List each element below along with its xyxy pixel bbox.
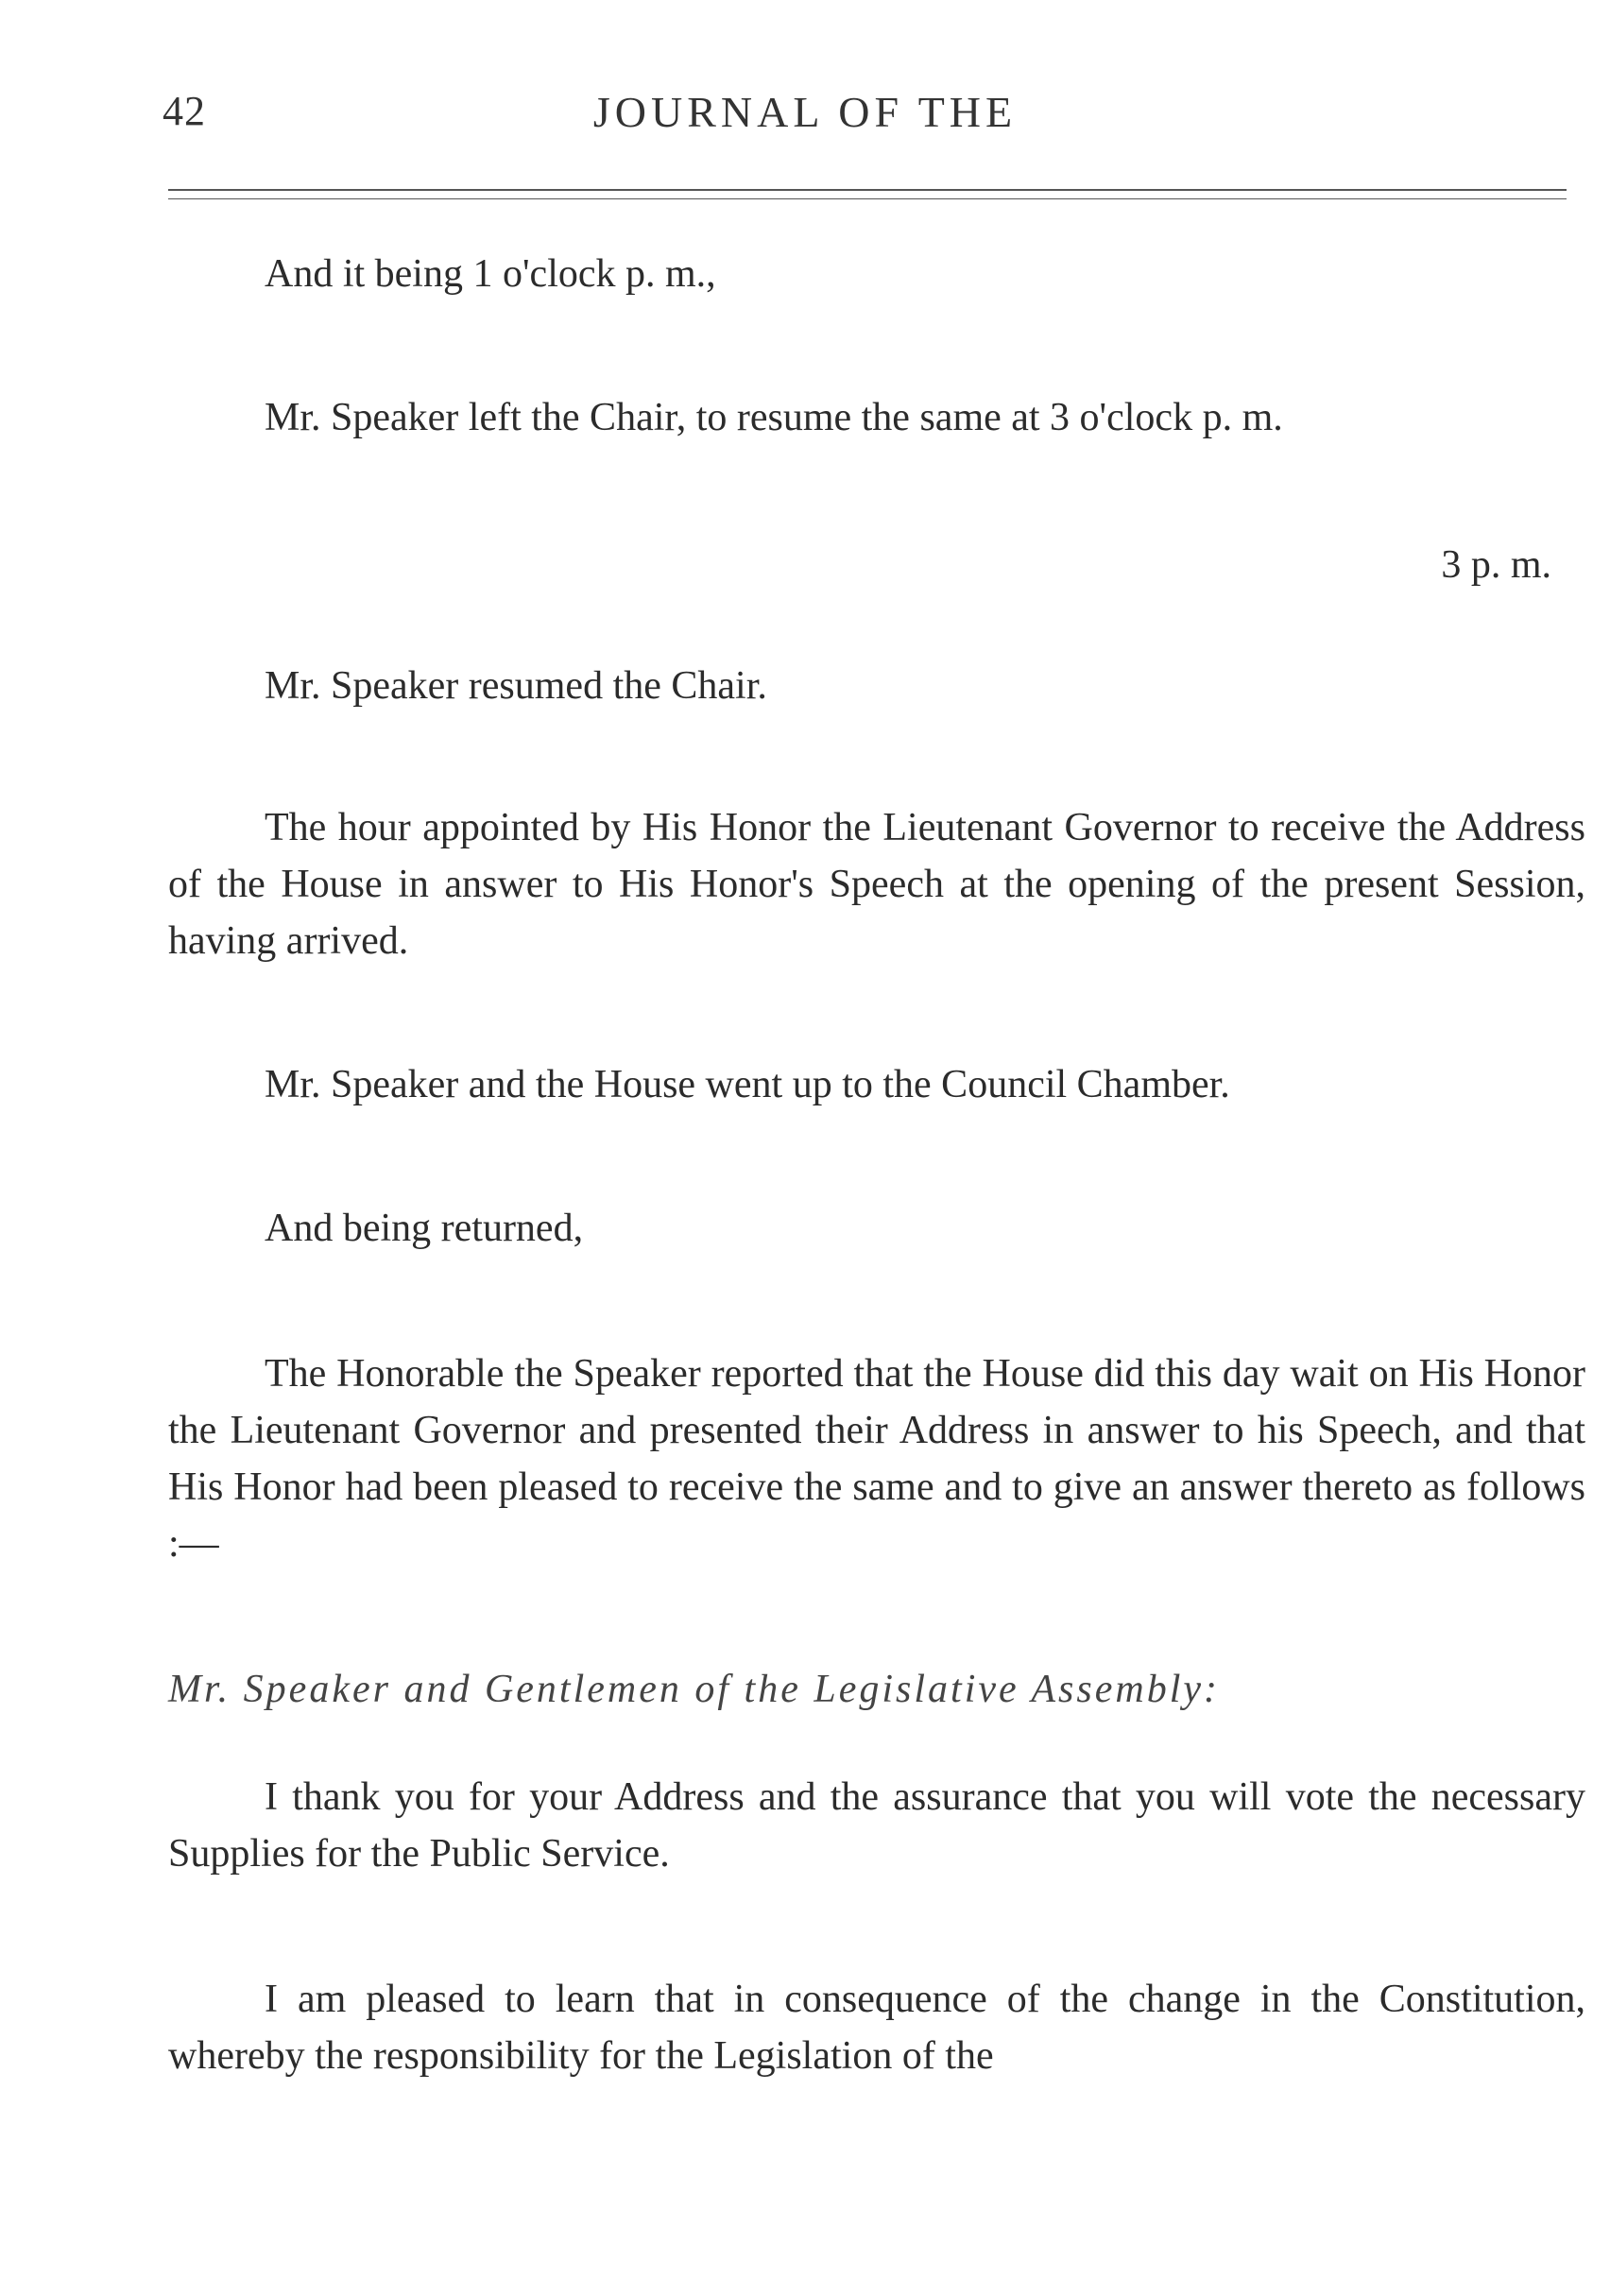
paragraph-4: Mr. Speaker resumed the Chair. — [265, 664, 767, 708]
paragraph-5-text: The hour appointed by His Honor the Lieutenant Governor to receive the Address of the House in answer to His Honor's Speech at the opening of the present Session, having arrived. — [168, 806, 1585, 963]
paragraph-time: 3 p. m. — [1441, 543, 1551, 587]
page-number: 42 — [163, 88, 206, 134]
header-rule-bottom — [168, 198, 1567, 199]
paragraph-2: Mr. Speaker left the Chair, to resume the same at 3 o'clock p. m. — [265, 396, 1283, 439]
paragraph-10 — [168, 1769, 1585, 1882]
paragraph-8-text: The Honorable the Speaker reported that the House did this day wait on His Honor the Lieutenant Governor and presented their Address in answer to his Speech, and that His Honor had been pleased to receive the same and to give an answer thereto as follows :— — [168, 1352, 1585, 1566]
header-rule-top — [168, 189, 1567, 191]
paragraph-5 — [168, 799, 1585, 969]
paragraph-10-text: I thank you for your Address and the assurance that you will vote the necessary Supplies for the Public Service. — [168, 1775, 1585, 1876]
paragraph-6: Mr. Speaker and the House went up to the Council Chamber. — [265, 1063, 1230, 1106]
paragraph-11 — [168, 1971, 1585, 2084]
salutation: Mr. Speaker and Gentlemen of the Legislative Assembly: — [168, 1668, 1221, 1711]
paragraph-11-text: I am pleased to learn that in consequence of the change in the Constitution, whereby the responsibility for the Legislation of the — [168, 1978, 1585, 2078]
paragraph-7: And being returned, — [265, 1207, 584, 1250]
running-head: JOURNAL OF THE — [592, 88, 1018, 136]
paragraph-8 — [168, 1345, 1585, 1572]
paragraph-1: And it being 1 o'clock p. m., — [265, 252, 716, 296]
